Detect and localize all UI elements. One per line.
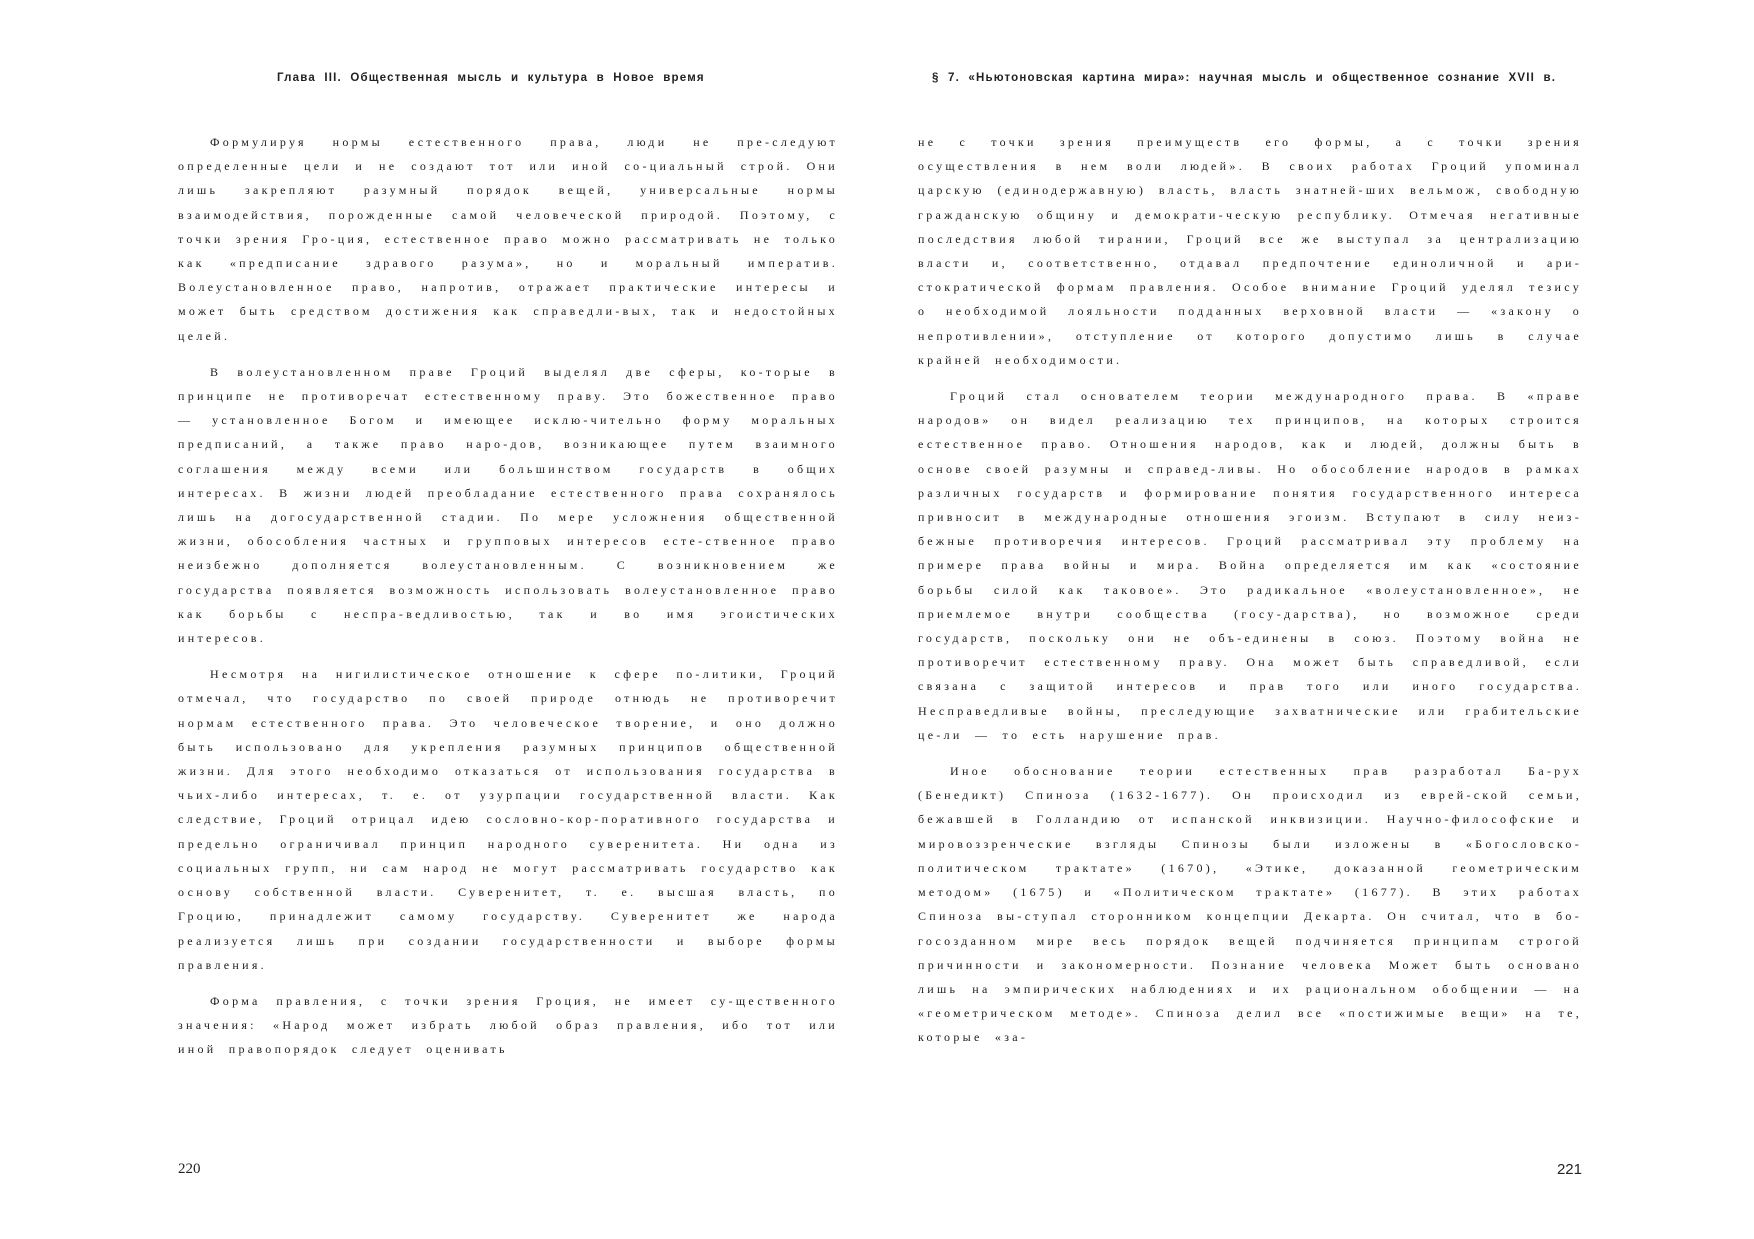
page-number-left: 220 <box>178 1161 201 1177</box>
left-page <box>178 0 838 1239</box>
body-text-right <box>918 130 1582 1062</box>
running-head-right: § 7. «Ньютоновская картина мира»: научная мысль и общественное сознание XVII в. <box>932 72 1557 84</box>
right-page <box>918 0 1582 1239</box>
paragraph: Форма правления, с точки зрения Гроция, не имеет су-щественного значения: «Народ может избрать любой образ правления, ибо тот или иной правопорядок следует оценивать <box>178 993 838 1057</box>
body-text-left <box>178 130 838 1074</box>
paragraph: Несмотря на нигилистическое отношение к сфере по-литики, Гроций отмечал, что государство по своей природе отнюдь не противоречит нормам естественного права. Это человеческое творение, и оно должно быть использовано для укрепления разумных принципов общественной жизни. Для этого необходимо отказаться от использования государства в чьих-либо интересах, т. е. от узурпации государственной власти. Как следствие, Гроций отрицал идею сословно-кор-поративного государства и предельно ограничивал принцип народного суверенитета. Ни одна из социальных групп, ни сам народ не могут рассматривать государство как основу собственной власти. Суверенитет, т. е. высшая власть, по Гроцию, принадлежит самому государству. Суверенитет же народа реализуется лишь при создании государственности и выборе формы правления. <box>178 667 838 972</box>
paragraph: В волеустановленном праве Гроций выделял две сферы, ко-торые в принципе не противоречат естественному праву. Это божественное право — установленное Богом и имеющее исклю-чительно форму моральных предписаний, а также право наро-дов, возникающее путем взаимного соглашения между всеми или большинством государств в общих интересах. В жизни людей преобладание естественного права сохранялось лишь на догосударственной стадии. По мере усложнения общественной жизни, обособления частных и групповых интересов есте-ственное право неизбежно дополняется волеустановленным. С возникновением же государства появляется возможность использовать волеустановленное право как борьбы с неспра-ведливостью, так и во имя эгоистических интересов. <box>178 364 838 646</box>
paragraph: Гроций стал основателем теории международного права. В «праве народов» он видел реализацию тех принципов, на которых строится естественное право. Отношения народов, как и людей, должны быть в основе своей разумны и справед-ливы. Но обособление народов в рамках различных государств и формирование понятия государственного интереса привносит в международные отношения эгоизм. Вступают в силу неиз-бежные противоречия интересов. Гроций рассматривал эту проблему на примере права войны и мира. Война определяется им как «состояние борьбы силой как таковое». Это радикальное «волеустановленное», не приемлемое внутри сообщества (госу-дарства), но возможное среди государств, поскольку они не объ-единены в союз. Поэтому война не противоречит естественному праву. Она может быть справедливой, если связана с защитой интересов и прав того или иного государства. Несправедливые войны, преследующие захватнические или грабительские це-ли — то есть нарушение прав. <box>918 389 1582 742</box>
paragraph: не с точки зрения преимуществ его формы, а с точки зрения осуществления в нем воли людей». В своих работах Гроций упоминал царскую (единодержавную) власть, власть знатней-ших вельмож, свободную гражданскую общину и демократи-ческую республику. Отмечая негативные последствия любой тирании, Гроций все же выступал за централизацию власти и, соответственно, отдавал предпочтение единоличной и ари-стократической формам правления. Особое внимание Гроций уделял тезису о необходимой лояльности подданных верховной власти — «закону о непротивлении», отступление от которого допустимо лишь в случае крайней необходимости. <box>918 135 1582 367</box>
paragraph: Формулируя нормы естественного права, люди не пре-следуют определенные цели и не создают тот или иной со-циальный строй. Они лишь закрепляют разумный порядок вещей, универсальные нормы взаимодействия, порожденные самой человеческой природой. Поэтому, с точки зрения Гро-ция, естественное право можно рассматривать не только как «предписание здравого разума», но и моральный императив. Волеустановленное право, напротив, отражает практические интересы и может быть средством достижения как справедли-вых, так и недостойных целей. <box>178 135 838 343</box>
running-head-left: Глава III. Общественная мысль и культура в Новое время <box>277 72 705 84</box>
page-number-right: 221 <box>1556 1161 1582 1178</box>
paragraph: Иное обоснование теории естественных прав разработал Ба-рух (Бенедикт) Спиноза (1632-1677). Он происходил из еврей-ской семьи, бежавшей в Голландию от испанской инквизиции. Научно-философские и мировоззренческие взгляды Спинозы были изложены в «Богословско-политическом трактате» (1670), «Этике, доказанной геометрическим методом» (1675) и «Политическом трактате» (1677). В этих работах Спиноза вы-ступал сторонником концепции Декарта. Он считал, что в бо-госозданном мире весь порядок вещей подчиняется принципам строгой причинности и закономерности. Познание человека Может быть основано лишь на эмпирических наблюдениях и их рациональном обобщении — на «геометрическом методе». Спиноза делил все «постижимые вещи» на те, которые «за- <box>918 764 1582 1045</box>
